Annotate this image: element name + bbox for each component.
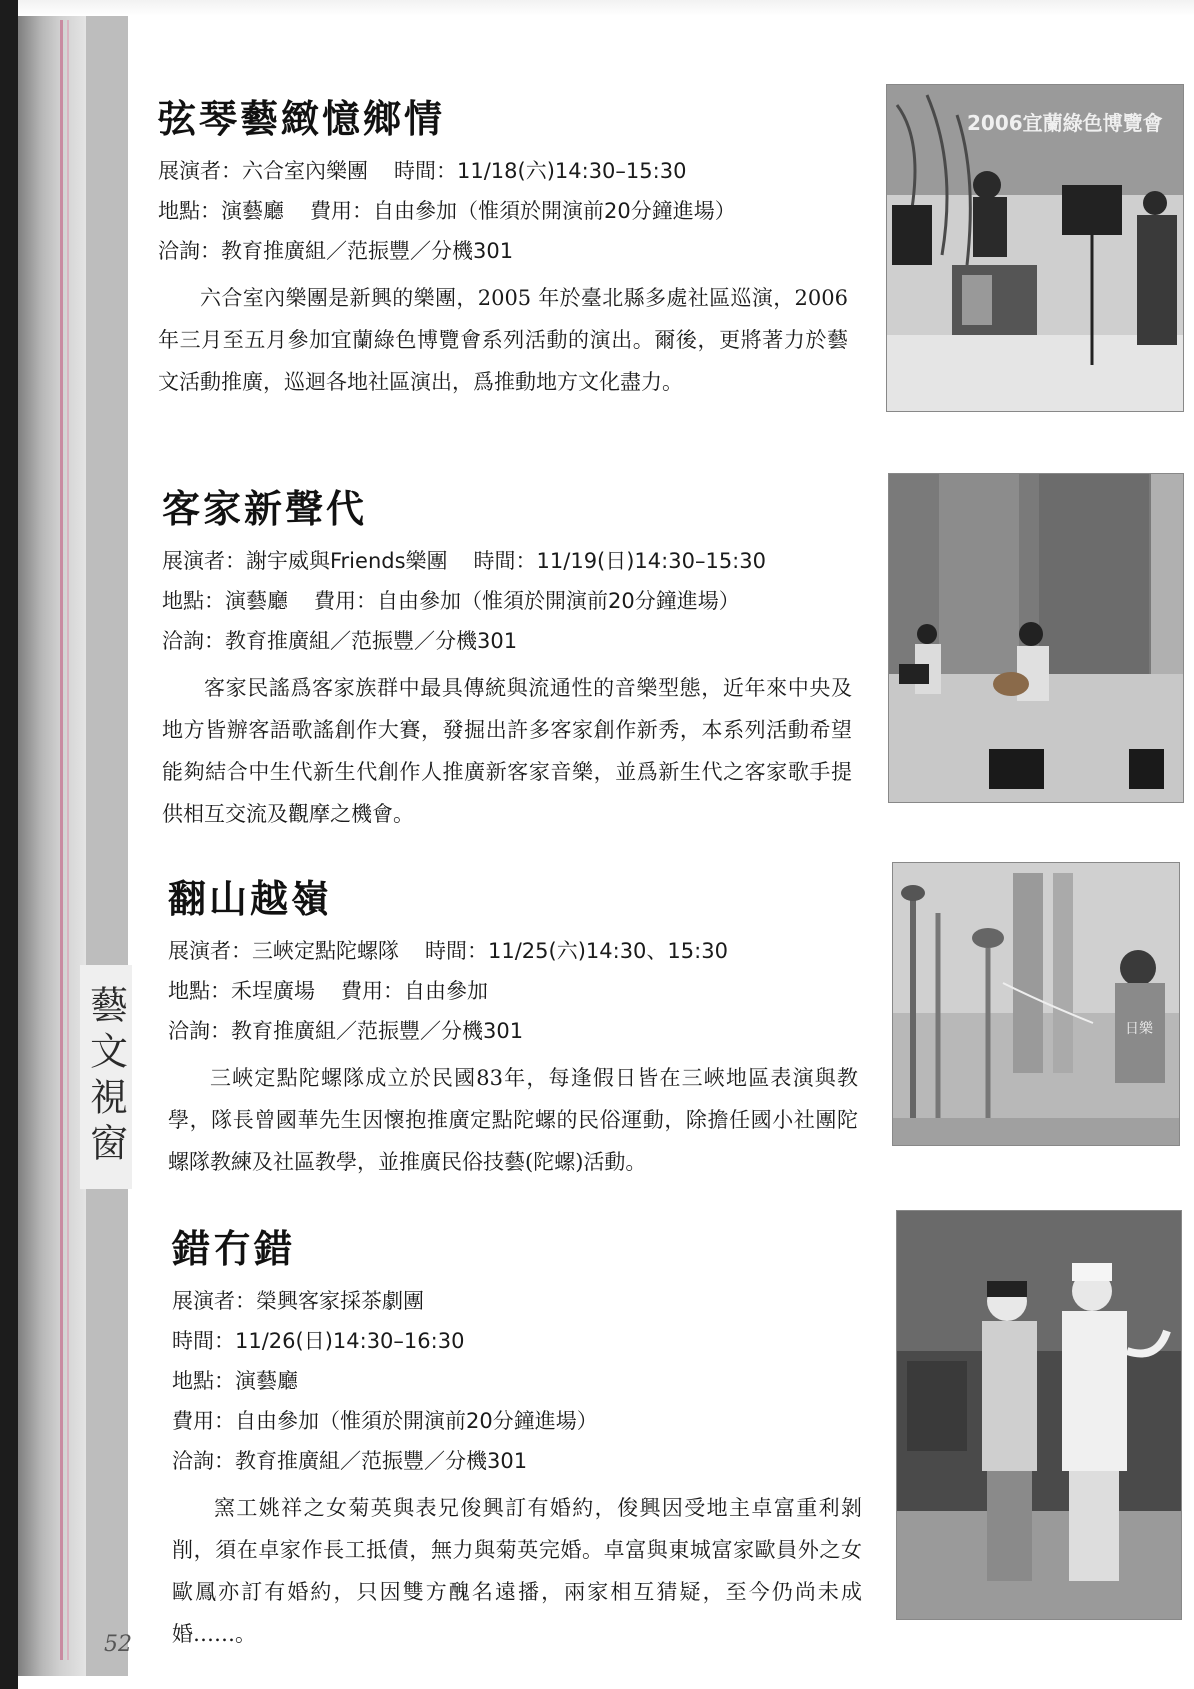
event-info-line: 洽詢：教育推廣組／范振豐／分機301 bbox=[162, 629, 518, 653]
event-title: 客家新聲代 bbox=[162, 487, 368, 531]
event-description: 六合室內樂團是新興的樂團，2005 年於臺北縣多處社區巡演，2006 年三月至五月參加宜蘭綠色博覽會系列活動的演出。爾後，更將著力於藝文活動推廣，巡迴各地社區演出，爲推動地方文化盡力。 bbox=[158, 286, 848, 394]
event-info-line: 費用：自由參加（惟須於開演前20分鐘進場） bbox=[172, 1409, 598, 1433]
event-section bbox=[168, 868, 858, 1183]
event-info-line: 地點：演藝廳 費用：自由參加（惟須於開演前20分鐘進場） bbox=[158, 199, 736, 223]
event-info-line: 展演者：六合室內樂團 時間：11/18(六)14:30–15:30 bbox=[158, 159, 687, 183]
event-info-line: 洽詢：教育推廣組／范振豐／分機301 bbox=[158, 239, 514, 263]
spine-accent-line bbox=[67, 20, 69, 1660]
event-section bbox=[158, 88, 848, 403]
sidebar-strip bbox=[86, 16, 128, 1676]
event-photo-hakka-opera bbox=[896, 1210, 1182, 1620]
scan-border-top bbox=[18, 0, 1194, 16]
shirt-text: 日樂 bbox=[1125, 1021, 1153, 1037]
event-info-line: 展演者：三峽定點陀螺隊 時間：11/25(六)14:30、15:30 bbox=[168, 939, 728, 963]
scan-border bbox=[0, 0, 18, 1689]
event-title: 弦琴藝緻憶鄉情 bbox=[158, 97, 446, 141]
event-info-line: 地點：禾埕廣場 費用：自由參加 bbox=[168, 979, 488, 1003]
page-number: 52 bbox=[104, 1632, 132, 1657]
event-info-line: 洽詢：教育推廣組／范振豐／分機301 bbox=[168, 1019, 524, 1043]
section-tab-label: 藝文視窗 bbox=[83, 985, 128, 1169]
event-section bbox=[162, 478, 852, 835]
book-spine bbox=[18, 16, 86, 1676]
event-info-line: 洽詢：教育推廣組／范振豐／分機301 bbox=[172, 1449, 528, 1473]
event-description: 客家民謠爲客家族群中最具傳統與流通性的音樂型態，近年來中央及地方皆辦客語歌謠創作大賽，發掘出許多客家創作新秀，本系列活動希望能夠結合中生代新生代創作人推廣新客家音樂，並爲新生代之客家歌手提供相互交流及觀摩之機會。 bbox=[162, 676, 852, 826]
event-photo-chamber-music bbox=[886, 84, 1184, 412]
event-title: 錯冇錯 bbox=[172, 1227, 296, 1271]
event-title: 翻山越嶺 bbox=[168, 877, 333, 921]
event-info-line: 時間：11/26(日)14:30–16:30 bbox=[172, 1329, 465, 1353]
event-description: 三峽定點陀螺隊成立於民國83年，每逢假日皆在三峽地區表演與教學，隊長曾國華先生因懷抱推廣定點陀螺的民俗運動，除擔任國小社團陀螺隊教練及社區教學，並推廣民俗技藝(陀螺)活動。 bbox=[168, 1066, 858, 1174]
spine-accent-line bbox=[60, 20, 63, 1660]
banner-text: 2006宜蘭綠色博覽會 bbox=[967, 111, 1163, 135]
event-info-line: 地點：演藝廳 bbox=[172, 1369, 298, 1393]
event-photo-hakka-concert bbox=[888, 473, 1184, 803]
section-tab bbox=[80, 965, 132, 1189]
event-info-line: 展演者：謝宇威與Friends樂團 時間：11/19(日)14:30–15:30 bbox=[162, 549, 766, 573]
event-photo-top-spinning bbox=[892, 862, 1180, 1146]
event-section bbox=[172, 1218, 862, 1655]
event-info-line: 地點：演藝廳 費用：自由參加（惟須於開演前20分鐘進場） bbox=[162, 589, 740, 613]
event-info-line: 展演者：榮興客家採茶劇團 bbox=[172, 1289, 424, 1313]
event-description: 窯工姚祥之女菊英與表兄俊興訂有婚約，俊興因受地主卓富重利剝削，須在卓家作長工抵債，無力與菊英完婚。卓富與東城富家歐員外之女歐鳳亦訂有婚約，只因雙方醜名遠播，兩家相互猜疑，至今仍尚未成婚……。 bbox=[172, 1496, 862, 1646]
